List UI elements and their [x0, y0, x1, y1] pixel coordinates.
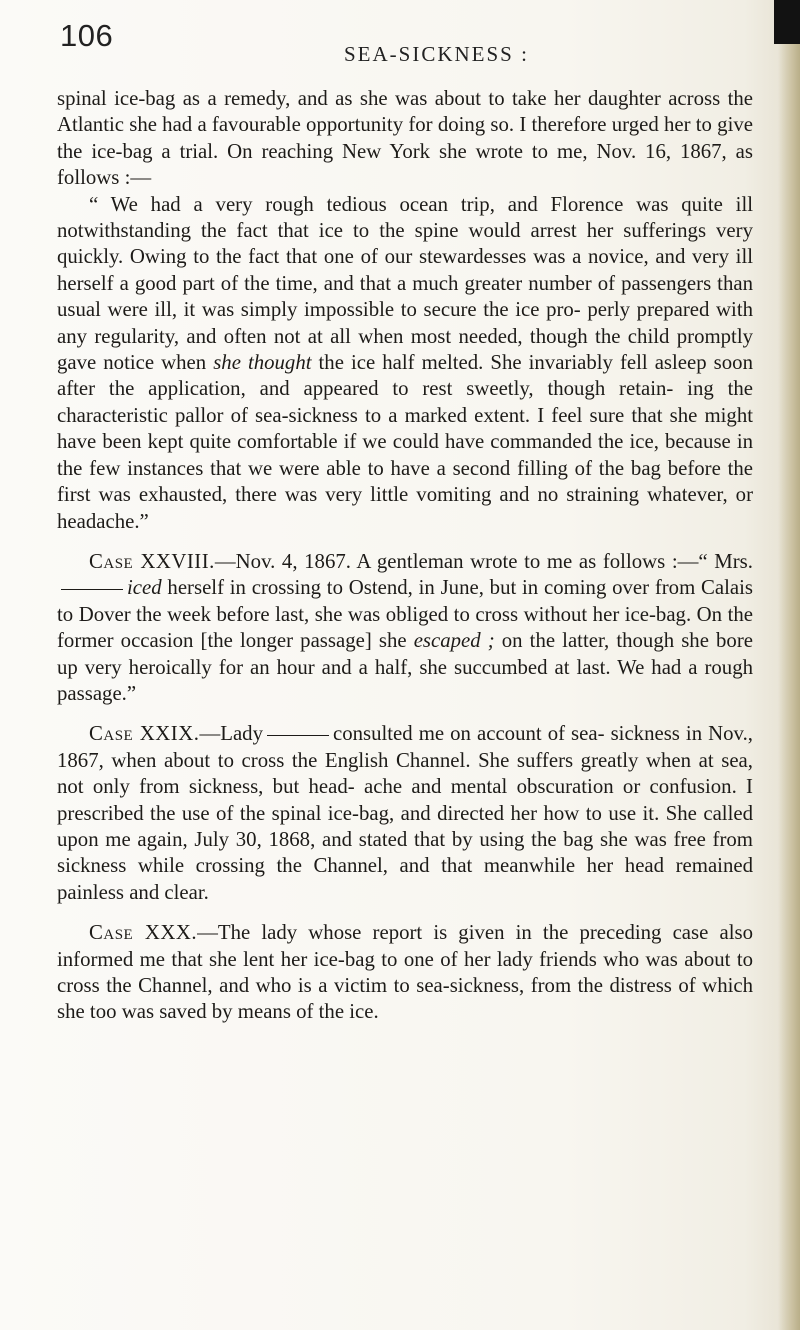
case-28-emphasis-iced: iced [127, 576, 162, 600]
case-28-text-c: on the latter, though she bore up very heroically for an hour and a half, she succumbed at last. We had a rough passage.” [57, 629, 753, 705]
letter-quote-text-b: the ice half melted. She invariably fell asleep soon after the application, and appeared to rest sweetly, though retain- ing the characteristic pallor of sea-sickness to a marked extent. I feel sure that she might have been kept quite comfortable if we could have commanded the ice, because in the few instances that we were able to have a second filling of the bag before the first was exhausted, there was very little vomiting and no straining whatever, or headache.” [57, 351, 753, 533]
paragraph-letter-quote [57, 192, 753, 535]
letter-quote-emphasis: she thought [213, 351, 312, 375]
page-number: 106 [60, 18, 114, 53]
letter-quote-text-a: “ We had a very rough tedious ocean trip, and Florence was quite ill notwithstanding the fact that ice to the spine would arrest her sufferings very quickly. Owing to the fact that one of our stewardesses was a novice, and very ill herself a good part of the time, and that a much greater number of passengers than usual were ill, it was simply impossible to secure the ice pro- perly prepared with any regularity, and often not at all when most needed, though the child promptly gave notice when [57, 192, 753, 375]
case-29-text-b: consulted me on account of sea- sickness in Nov., 1867, when about to cross the English Channel. She suffers greatly when at sea, not only from sickness, but head- ache and mental obscuration or confusion. I prescribed the use of the spinal ice-bag, and directed her how to use it. She called upon me again, July 30, 1868, and stated that by using the bag she was free from sickness while crossing the Channel, and that meanwhile her head remained painless and clear. [57, 722, 754, 904]
paragraph-intro [57, 86, 753, 192]
case-29-text-a: —Lady [199, 722, 263, 746]
case-28-label: Case XXVIII. [89, 549, 215, 573]
case-28-text-b: herself in crossing to Ostend, in June, but in coming over from Calais to Dover the week before last, she was obliged to cross without her ice-bag. On the former occasion [the longer passage] she [57, 576, 754, 653]
body-text [57, 86, 753, 1026]
name-omitted-dash [61, 589, 123, 590]
case-29-paragraph [57, 721, 753, 906]
case-28-emphasis-escaped: escaped ; [413, 629, 495, 653]
case-30-label: Case XXX. [89, 921, 198, 945]
name-omitted-dash [267, 735, 329, 736]
running-head: SEA-SICKNESS : [344, 42, 529, 66]
paragraph-intro-text: spinal ice-bag as a remedy, and as she was about to take her daughter across the Atlantic she had a favourable opportunity for doing so. I therefore urged her to give the ice-bag a trial. On reaching New York she wrote to me, Nov. 16, 1867, as follows :— [57, 87, 753, 190]
case-28-paragraph [57, 549, 753, 707]
page-edge-shadow [778, 0, 800, 1330]
case-28-text-a: —Nov. 4, 1867. A gentleman wrote to me as follows :—“ Mrs. [214, 549, 753, 573]
page-corner-dark [774, 0, 800, 44]
case-30-text: —The lady whose report is given in the preceding case also informed me that she lent her ice-bag to one of her lady friends who was about to cross the Channel, and who is a victim to sea-sickness, from the distress of which she too was saved by means of the ice. [57, 921, 753, 1024]
case-29-label: Case XXIX. [89, 722, 200, 746]
case-30-paragraph [57, 920, 753, 1026]
